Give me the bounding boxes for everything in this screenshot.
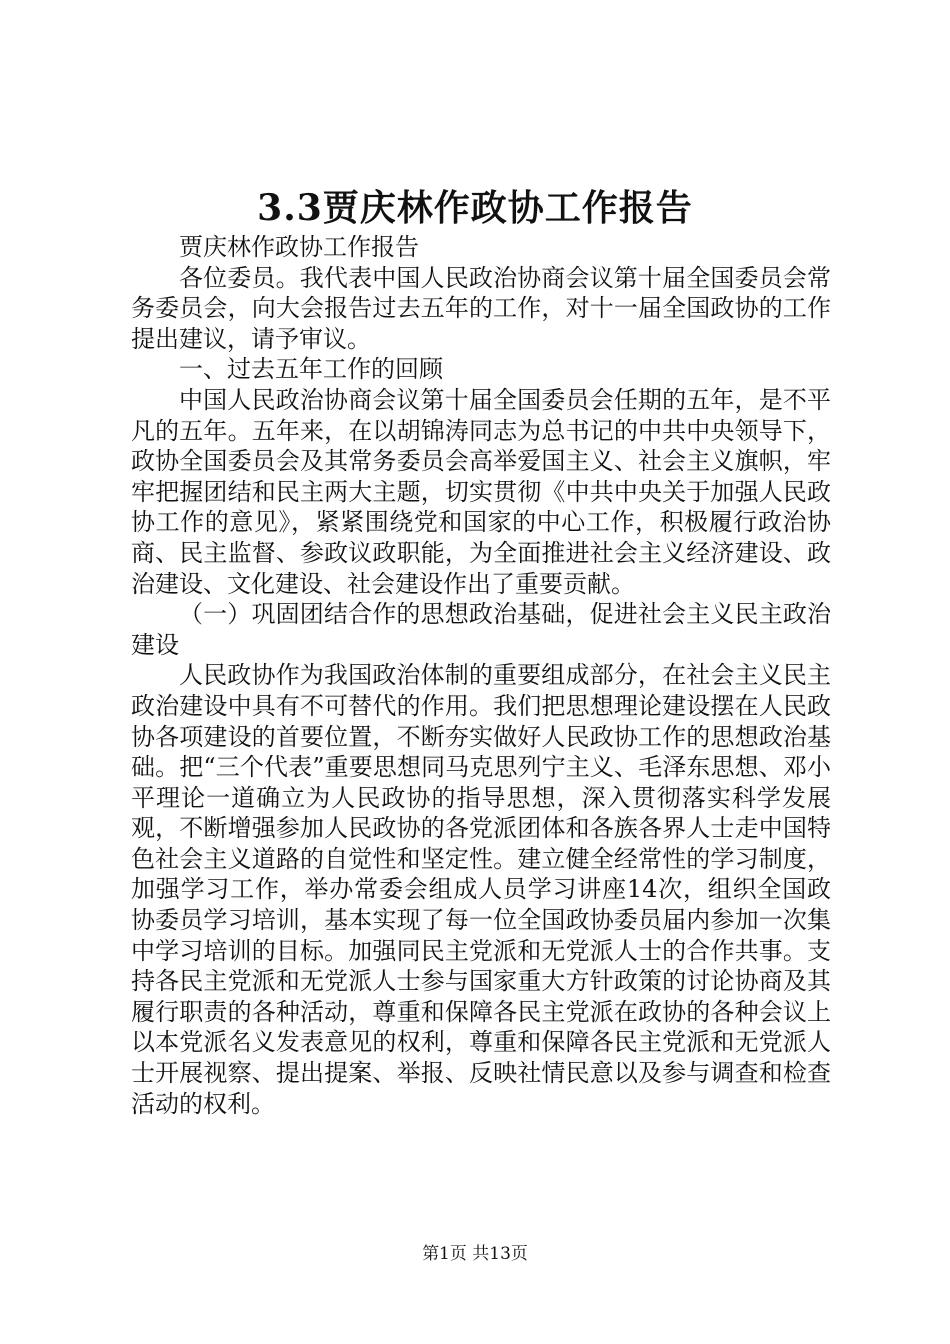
subsection-heading: （一）巩固团结合作的思想政治基础，促进社会主义民主政治建设 — [131, 600, 831, 659]
document-title: 3.3贾庆林作政协工作报告 — [257, 187, 693, 229]
page-number: 第1页 — [422, 1244, 467, 1264]
body-paragraph: 人民政协作为我国政治体制的重要组成部分，在社会主义民主政治建设中具有不可替代的作用。我们把思想理论建设摆在人民政协各项建设的首要位置，不断夯实做好人民政协工作的思想政治基础。把“三个代表”重要思想同马克思列宁主义、毛泽东思想、邓小平理论一道确立为人民政协的指导思想，深入贯彻落实科学发展观，不断增强参加人民政协的各党派团体和各族各界人士走中国特色社会主义道路的自觉性和坚定性。建立健全经常性的学习制度，加强学习工作，举办常委会组成人员学习讲座14次，组织全国政协委员学习培训，基本实现了每一位全国政协委员届内参加一次集中学习培训的目标。加强同民主党派和无党派人士的合作共事。支持各民主党派和无党派人士参与国家重大方针政策的讨论协商及其履行职责的各种活动，尊重和保障各民主党派在政协的各种会议上以本党派名义发表意见的权利，尊重和保障各民主党派和无党派人士开展视察、提出提案、举报、反映社情民意以及参与调查和检查活动的权利。 — [131, 661, 831, 1118]
page-total: 共13页 — [472, 1244, 528, 1264]
document-body — [131, 232, 831, 1119]
review-paragraph: 中国人民政治协商会议第十届全国委员会任期的五年，是不平凡的五年。五年来，在以胡锦涛同志为总书记的中共中央领导下，政协全国委员会及其常务委员会高举爱国主义、社会主义旗帜，牢牢把握团结和民主两大主题，切实贯彻《中共中央关于加强人民政协工作的意见》，紧紧围绕党和国家的中心工作，积极履行政治协商、民主监督、参政议政职能，为全面推进社会主义经济建设、政治建设、文化建设、社会建设作出了重要贡献。 — [131, 385, 831, 598]
opening-paragraph: 各位委员。我代表中国人民政治协商会议第十届全国委员会常务委员会，向大会报告过去五年的工作，对十一届全国政协的工作提出建议，请予审议。 — [131, 263, 831, 353]
page-footer — [0, 1242, 950, 1266]
subtitle-paragraph: 贾庆林作政协工作报告 — [179, 233, 419, 261]
section-heading: 一、过去五年工作的回顾 — [179, 355, 443, 384]
